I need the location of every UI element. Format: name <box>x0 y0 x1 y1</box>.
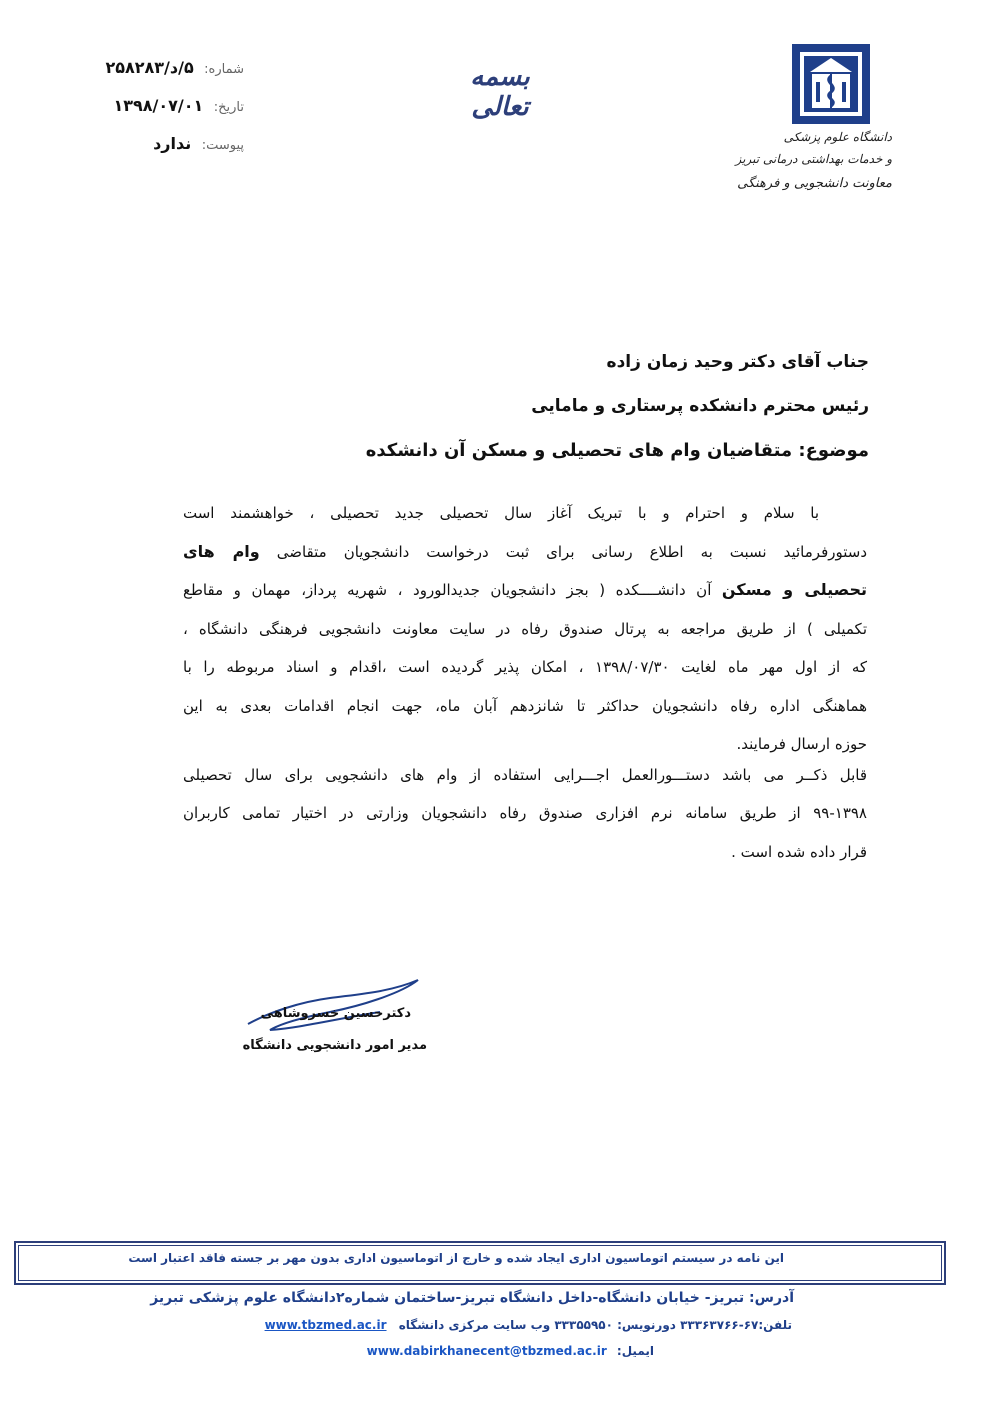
letter-attachment-value: ندارد <box>153 134 192 153</box>
body-line: قرار داده شده است . <box>731 842 867 861</box>
logo-text-line3: معاونت دانشجویی و فرهنگی <box>737 176 892 191</box>
bismillah-heading: بسمه تعالی <box>470 62 530 122</box>
letter-date <box>113 96 244 115</box>
signatory-title: مدیر امور دانشجویی دانشگاه <box>242 1038 427 1053</box>
footer-contact <box>265 1318 792 1332</box>
signatory-name: دکترحسین خسروشاهی <box>260 1006 411 1021</box>
logo-text-line1: دانشگاه علوم پزشکی <box>783 130 892 144</box>
body-emphasis: وام های <box>183 541 260 561</box>
body-line: قابل ذکــر می باشد دستـــورالعمل اجـــرایی استفاده از وام های دانشجویی برای سال تحصیلی <box>183 765 867 784</box>
footer-website-link[interactable]: www.tbzmed.ac.ir <box>264 1318 387 1332</box>
footer-email <box>367 1344 654 1358</box>
body-line: که از اول مهر ماه لغایت ۱۳۹۸/۰۷/۳۰ ، امکان پذیر گردیده است ،اقدام و اسناد مربوطه را با <box>183 658 867 676</box>
body-line <box>183 533 867 572</box>
footer-notice: این نامه در سیستم اتوماسیون اداری ایجاد شده و خارج از اتوماسیون اداری بدون مهر بر جسته فاقد اعتبار است <box>128 1251 784 1265</box>
footer-address: آدرس: تبریز- خیابان دانشگاه-داخل دانشگاه تبریز-ساختمان شماره۲دانشگاه علوم پزشکی تبریز <box>150 1290 794 1306</box>
letter-attachment-label: پیوست: <box>201 138 244 153</box>
body-line <box>183 571 867 610</box>
letter-attachment <box>153 134 244 153</box>
body-line: هماهنگی اداره رفاه دانشجویان حداکثر تا شانزدهم آبان ماه، جهت انجام اقدامات بعدی به این <box>183 696 867 715</box>
body-text: دستورفرمائید نسبت به اطلاع رسانی برای ثبت درخواست دانشجویان متقاضی <box>276 542 868 561</box>
letter-body <box>183 494 867 871</box>
recipient-name: جناب آقای دکتر وحید زمان زاده <box>606 352 869 372</box>
body-line: ۹۹-۱۳۹۸ از طریق سامانه نرم افزاری صندوق رفاه دانشجویان وزارتی در اختیار تمامی کاربران <box>183 804 867 822</box>
letter-date-value: ۱۳۹۸/۰۷/۰۱ <box>113 96 204 115</box>
letter-date-label: تاریخ: <box>213 100 244 115</box>
body-line: حوزه ارسال فرمایند. <box>736 735 867 753</box>
letter-number-label: شماره: <box>204 62 244 77</box>
footer-phone: تلفن:۶۷-۳۳۳۶۳۷۶۶ دورنویس: ۳۳۳۵۵۹۵۰ وب سایت مرکزی دانشگاه <box>398 1318 792 1332</box>
body-line: با سلام و احترام و با تبریک آغاز سال تحصیلی جدید تحصیلی ، خواهشمند است <box>183 504 819 522</box>
body-text: آن دانشــــکده ( بجز دانشجویان جدیدالورود ، شهریه پرداز، مهمان و مقاطع <box>183 581 712 599</box>
body-line: تکمیلی ) از طریق مراجعه به پرتال صندوق رفاه در سایت معاونت دانشجویی فرهنگی دانشگاه ، <box>183 619 867 638</box>
logo-text-line2: و خدمات بهداشتی درمانی تبریز <box>735 152 892 166</box>
letter-number <box>105 58 244 77</box>
letter-number-value: ۵/د/۲۵۸۲۸۳ <box>105 58 194 77</box>
university-logo-icon <box>790 42 872 126</box>
footer-email-label: ایمیل: <box>616 1344 654 1358</box>
body-emphasis: تحصیلی و مسکن <box>721 580 867 599</box>
letter-subject: موضوع: متقاضیان وام های تحصیلی و مسکن آن دانشکده <box>365 440 869 461</box>
recipient-title: رئیس محترم دانشکده پرستاری و مامایی <box>531 396 869 416</box>
footer-email-link[interactable]: www.dabirkhanecent@tbzmed.ac.ir <box>366 1344 607 1358</box>
footer-notice-box <box>14 1241 946 1285</box>
